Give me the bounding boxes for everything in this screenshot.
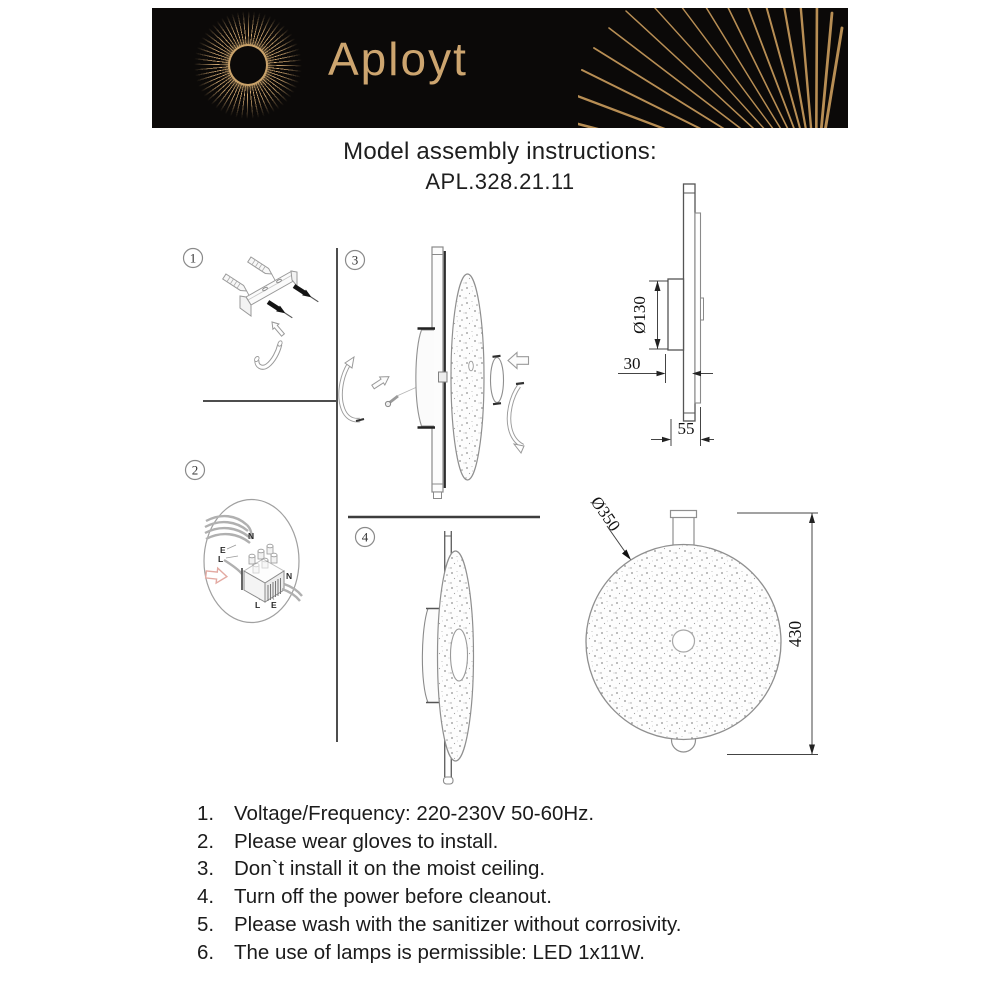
instruction-number: 5.: [197, 912, 215, 936]
driver-box: [416, 329, 435, 428]
lamp-shade-side: [451, 274, 484, 480]
dim-total-depth-label: 55: [677, 419, 695, 438]
instruction-item: [197, 828, 877, 856]
step-2-drawing: [204, 500, 302, 623]
insert-arrow-icon: [205, 567, 227, 584]
step-2-number: 2: [191, 462, 199, 478]
wire-label-n: N: [248, 531, 255, 541]
page-title: Model assembly instructions:: [343, 138, 657, 165]
rotate-arrow-left-icon: [341, 357, 364, 421]
instruction-item: [197, 883, 877, 911]
dim-depth-label: 30: [623, 354, 641, 373]
step-3-badge: [346, 251, 365, 270]
side-dimension-view: [618, 184, 714, 446]
panel-dividers: [203, 248, 540, 742]
instruction-text: The use of lamps is permissible: LED 1x11W.: [234, 940, 645, 964]
insert-left-arrow-icon: [508, 353, 529, 369]
front-view: [586, 493, 818, 755]
mounting-bracket: [240, 271, 297, 316]
instruction-number: 2.: [197, 829, 215, 853]
wire-label-e: E: [220, 545, 226, 555]
instruction-text: Please wash with the sanitizer without corrosivity.: [234, 912, 682, 936]
instructions-list: [197, 800, 877, 966]
instruction-item: [197, 855, 877, 883]
wire-label-e2: E: [271, 600, 277, 610]
supply-wires: [205, 516, 251, 574]
diffuser-ring: [491, 356, 504, 404]
dim-box-diameter-label: Ø130: [630, 296, 649, 334]
wire-label-l2: L: [255, 600, 261, 610]
instruction-item: [197, 911, 877, 939]
step-4-badge: [356, 528, 375, 547]
step-1-badge: [184, 249, 203, 268]
instruction-number: 1.: [197, 802, 215, 825]
instruction-item: [197, 800, 877, 828]
dim-shade-diameter: [587, 493, 631, 560]
step-2-badge: [186, 461, 205, 480]
rotate-arrow-right-icon: [509, 383, 524, 453]
screw-icon: [266, 299, 294, 320]
brand-logo: Aployt: [328, 33, 468, 85]
dim-lines-box: [649, 281, 668, 349]
step-4-drawing: [422, 531, 473, 784]
wire-label-l: L: [218, 554, 224, 564]
rod-end-cap: [444, 777, 454, 784]
mounting-strap: [254, 340, 283, 367]
step-1-drawing: [222, 257, 320, 367]
instruction-text: Please wear gloves to install.: [234, 829, 499, 853]
wire-label-n2: N: [286, 571, 293, 581]
shade-opening: [451, 629, 468, 681]
center-hole: [673, 630, 695, 652]
instruction-text: Turn off the power before cleanout.: [234, 885, 552, 909]
terminal-block: [242, 544, 302, 602]
dim-shade-diameter-label: Ø350: [586, 492, 625, 535]
stem-cap: [671, 511, 697, 518]
stem: [673, 517, 694, 547]
instruction-number: 6.: [197, 940, 215, 964]
instruction-item: [197, 939, 877, 967]
wall-anchor-icon: [247, 257, 279, 281]
connector-block: [439, 372, 448, 382]
push-arrow-icon: [370, 373, 391, 391]
screw-icon: [292, 283, 320, 304]
side-profile: [668, 184, 704, 421]
model-number: APL.328.21.11: [425, 169, 575, 194]
step-3-drawing: [341, 247, 529, 499]
dim-overall-height-label: 430: [785, 620, 805, 648]
instruction-text: Don`t install it on the moist ceiling.: [234, 857, 546, 881]
instruction-text: Voltage/Frequency: 220-230V 50-60Hz.: [234, 802, 595, 825]
instruction-number: 3.: [197, 857, 215, 881]
instruction-number: 4.: [197, 885, 215, 909]
step-4-number: 4: [361, 529, 369, 545]
step-3-number: 3: [351, 252, 359, 268]
direction-arrow-icon: [272, 322, 284, 336]
step-1-number: 1: [189, 250, 197, 266]
